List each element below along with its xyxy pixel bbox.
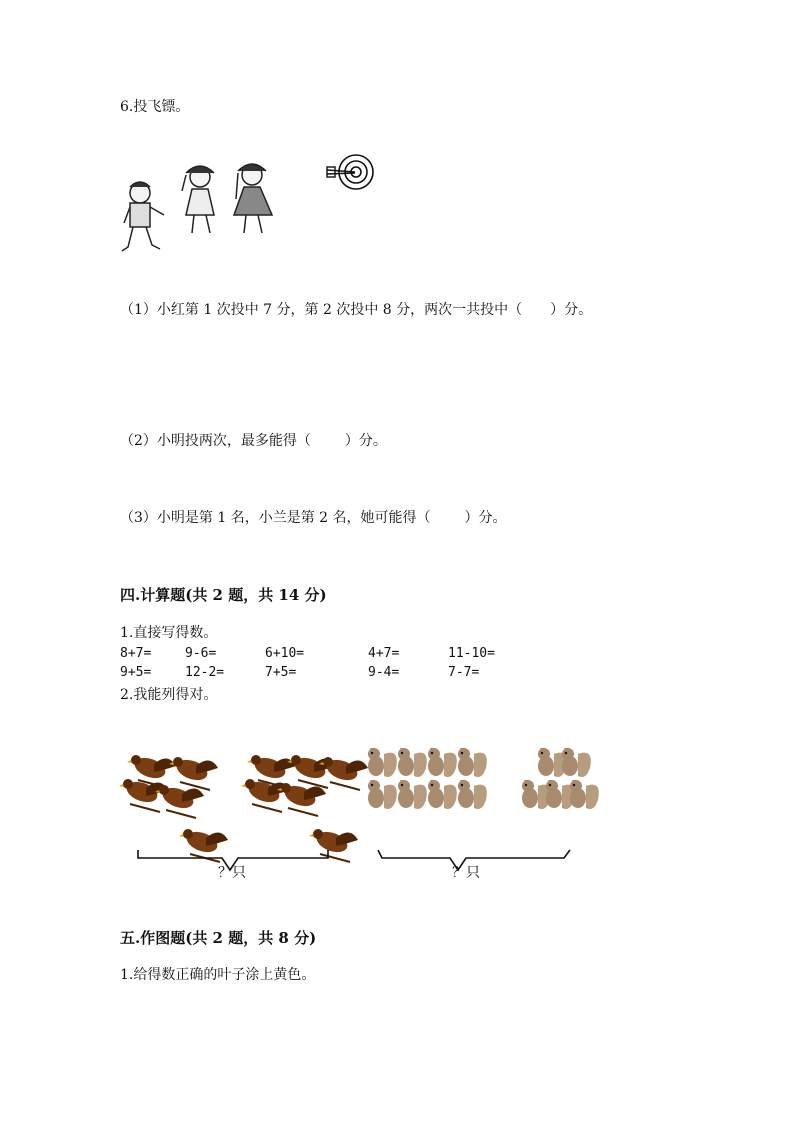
question-6-sub-2 <box>120 432 387 450</box>
squirrel-icon <box>428 780 457 809</box>
squirrel-icon <box>398 748 427 777</box>
calc-q1-title: 1.直接写得数。 <box>120 625 218 641</box>
calc-row <box>120 646 540 665</box>
calc-row <box>120 665 540 684</box>
girl-figure-2 <box>234 164 272 233</box>
squirrel-icon <box>458 748 487 777</box>
eagle-icon <box>179 828 228 862</box>
sub-1-text: （1）小红第 1 次投中 7 分，第 2 次投中 8 分，两次一共投中（ <box>120 302 523 318</box>
squirrel-icon <box>368 748 397 777</box>
calc-item: 9-6= <box>185 646 217 661</box>
calc-item: 12-2= <box>185 665 225 680</box>
calc-item: 6+10= <box>265 646 305 661</box>
calc-grid <box>120 646 540 684</box>
squirrel-icon <box>562 748 591 777</box>
eagle-icon <box>169 756 218 790</box>
question-6-title: 6.投飞镖。 <box>120 99 190 115</box>
dartboard-icon <box>325 152 375 192</box>
calc-item: 7-7= <box>448 665 480 680</box>
section-4-heading: 四.计算题(共 2 题，共 14 分) <box>120 586 327 604</box>
calc-item: 9+5= <box>120 665 152 680</box>
calc-q2-title: 2.我能列得对。 <box>120 687 218 703</box>
sub-3-text: （3）小明是第 1 名，小兰是第 2 名，她可能得（ <box>120 510 431 526</box>
children-illustration <box>118 155 278 260</box>
animals-illustration <box>120 738 600 888</box>
section-5-heading: 五.作图题(共 2 题，共 8 分) <box>120 929 317 947</box>
right-brace-label[interactable]: ？只 <box>452 865 480 881</box>
calc-item: 11-10= <box>448 646 495 661</box>
calc-item: 9-4= <box>368 665 400 680</box>
girl-figure-1 <box>182 166 214 233</box>
eagle-icon <box>309 828 358 862</box>
left-brace-label[interactable]: ？只 <box>218 865 246 881</box>
eagle-icon <box>277 782 326 816</box>
calc-item: 8+7= <box>120 646 152 661</box>
sub-2-suffix: ）分。 <box>344 433 387 449</box>
boy-figure <box>122 182 164 251</box>
squirrel-icon <box>398 780 427 809</box>
eagle-icon <box>319 756 368 790</box>
squirrel-icon <box>458 780 487 809</box>
sub-1-suffix: ）分。 <box>550 302 593 318</box>
squirrel-icon <box>570 780 599 809</box>
squirrel-icon <box>368 780 397 809</box>
drawing-q1-title: 1.给得数正确的叶子涂上黄色。 <box>120 967 316 983</box>
calc-item: 4+7= <box>368 646 400 661</box>
sub-2-text: （2）小明投两次，最多能得（ <box>120 433 311 449</box>
sub-3-suffix: ）分。 <box>464 510 507 526</box>
eagle-icon <box>119 778 168 812</box>
question-6-sub-3 <box>120 509 507 527</box>
eagle-icon <box>241 778 290 812</box>
eagle-icon <box>155 784 204 818</box>
question-6-sub-1 <box>120 301 592 319</box>
calc-item: 7+5= <box>265 665 297 680</box>
squirrel-icon <box>428 748 457 777</box>
